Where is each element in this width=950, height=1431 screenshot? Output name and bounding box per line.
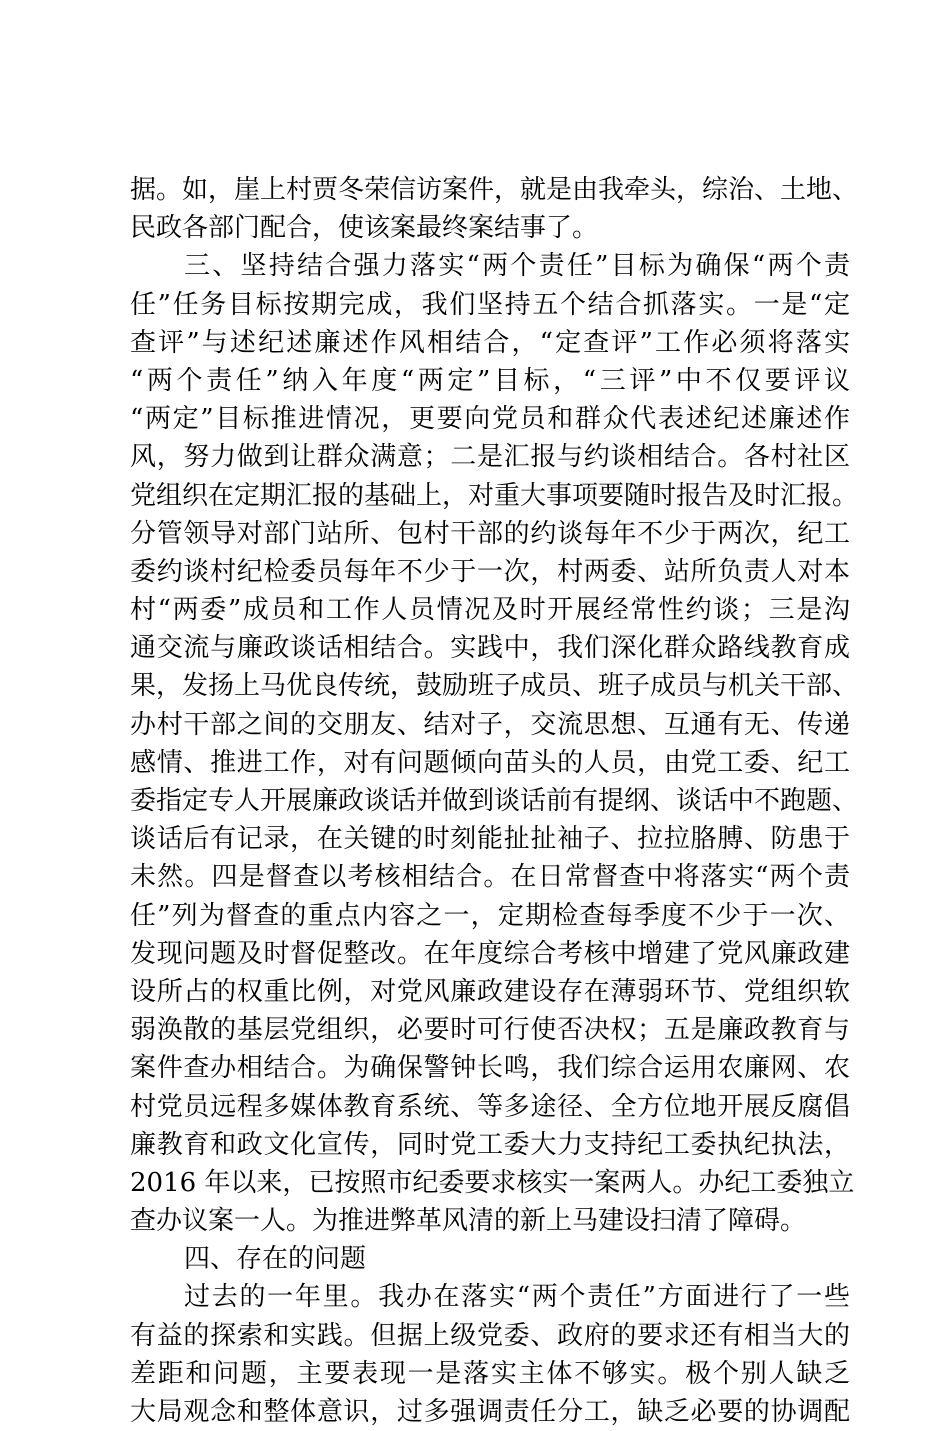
text-line: 风，努力做到让群众满意；二是汇报与约谈相结合。各村社区 xyxy=(130,442,850,473)
text-line: 设所占的权重比例，对党风廉政建设存在薄弱环节、党组织软 xyxy=(130,976,850,1007)
text-line: 未然。四是督查以考核相结合。在日常督查中将落实“两个责 xyxy=(130,862,850,893)
text-line: 党组织在定期汇报的基础上，对重大事项要随时报告及时汇报。 xyxy=(130,480,859,511)
text-line: 分管领导对部门站所、包村干部的约谈每年不少于两次，纪工 xyxy=(130,518,850,549)
text-line: 查办议案一人。为推进弊革风清的新上马建设扫清了障碍。 xyxy=(130,1206,807,1237)
text-line: 民政各部门配合，使该案最终案结事了。 xyxy=(130,213,599,244)
text-line: 村党员远程多媒体教育系统、等多途径、全方位地开展反腐倡 xyxy=(130,1091,850,1122)
text-line: 案件查办相结合。为确保警钟长鸣，我们综合运用农廉网、农 xyxy=(130,1053,850,1084)
text-line: 四、存在的问题 xyxy=(184,1244,367,1275)
text-line: 据。如，崖上村贾冬荣信访案件，就是由我牵头，综治、土地、 xyxy=(130,175,859,205)
text-line: 任”列为督查的重点内容之一，定期检查每季度不少于一次、 xyxy=(130,900,850,931)
text-line: 差距和问题，主要表现一是落实主体不够实。极个别人缺乏 xyxy=(130,1358,850,1389)
text-line: 村“两委”成员和工作人员情况及时开展经常性约谈；三是沟 xyxy=(130,595,850,626)
text-line: 有益的探索和实践。但据上级党委、政府的要求还有相当大的 xyxy=(130,1320,850,1351)
text-line: 办村干部之间的交朋友、结对子，交流思想、互通有无、传递 xyxy=(130,709,850,740)
body-text xyxy=(130,171,859,1431)
text-line: 弱涣散的基层党组织，必要时可行使否决权；五是廉政教育与 xyxy=(130,1015,850,1046)
text-line: 廉教育和政文化宣传，同时党工委大力支持纪工委执纪执法， xyxy=(130,1129,850,1160)
text-line: 发现问题及时督促整改。在年度综合考核中增建了党风廉政建 xyxy=(130,938,850,969)
text-line: 查评”与述纪述廉述作风相结合，“定查评”工作必须将落实 xyxy=(130,327,850,358)
text-line: 过去的一年里。我办在落实“两个责任”方面进行了一些 xyxy=(184,1282,850,1313)
text-line: 委指定专人开展廉政谈话并做到谈话前有提纲、谈话中不跑题、 xyxy=(130,786,859,816)
text-line: 委约谈村纪检委员每年不少于一次，村两委、站所负责人对本 xyxy=(130,556,850,587)
text-line: “两个责任”纳入年度“两定”目标，“三评”中不仅要评议 xyxy=(130,365,850,396)
text-line: 通交流与廉政谈话相结合。实践中，我们深化群众路线教育成 xyxy=(130,633,850,664)
text-line: 谈话后有记录，在关键的时刻能扯扯袖子、拉拉胳膊、防患于 xyxy=(130,824,850,855)
text-line: 感情、推进工作，对有问题倾向苗头的人员，由党工委、纪工 xyxy=(130,747,850,778)
text-line: 三、坚持结合强力落实“两个责任”目标为确保“两个责 xyxy=(184,251,850,282)
text-line: 果，发扬上马优良传统，鼓励班子成员、班子成员与机关干部、 xyxy=(130,671,859,702)
text-line: 大局观念和整体意识，过多强调责任分工，缺乏必要的协调配 xyxy=(130,1397,850,1427)
text-line: “两定”目标推进情况，更要向党员和群众代表述纪述廉述作 xyxy=(130,404,850,435)
text-line: 2016 年以来，已按照市纪委要求核实一案两人。办纪工委独立 xyxy=(130,1167,855,1198)
text-line: 任”任务目标按期完成，我们坚持五个结合抓落实。一是“定 xyxy=(130,289,850,320)
